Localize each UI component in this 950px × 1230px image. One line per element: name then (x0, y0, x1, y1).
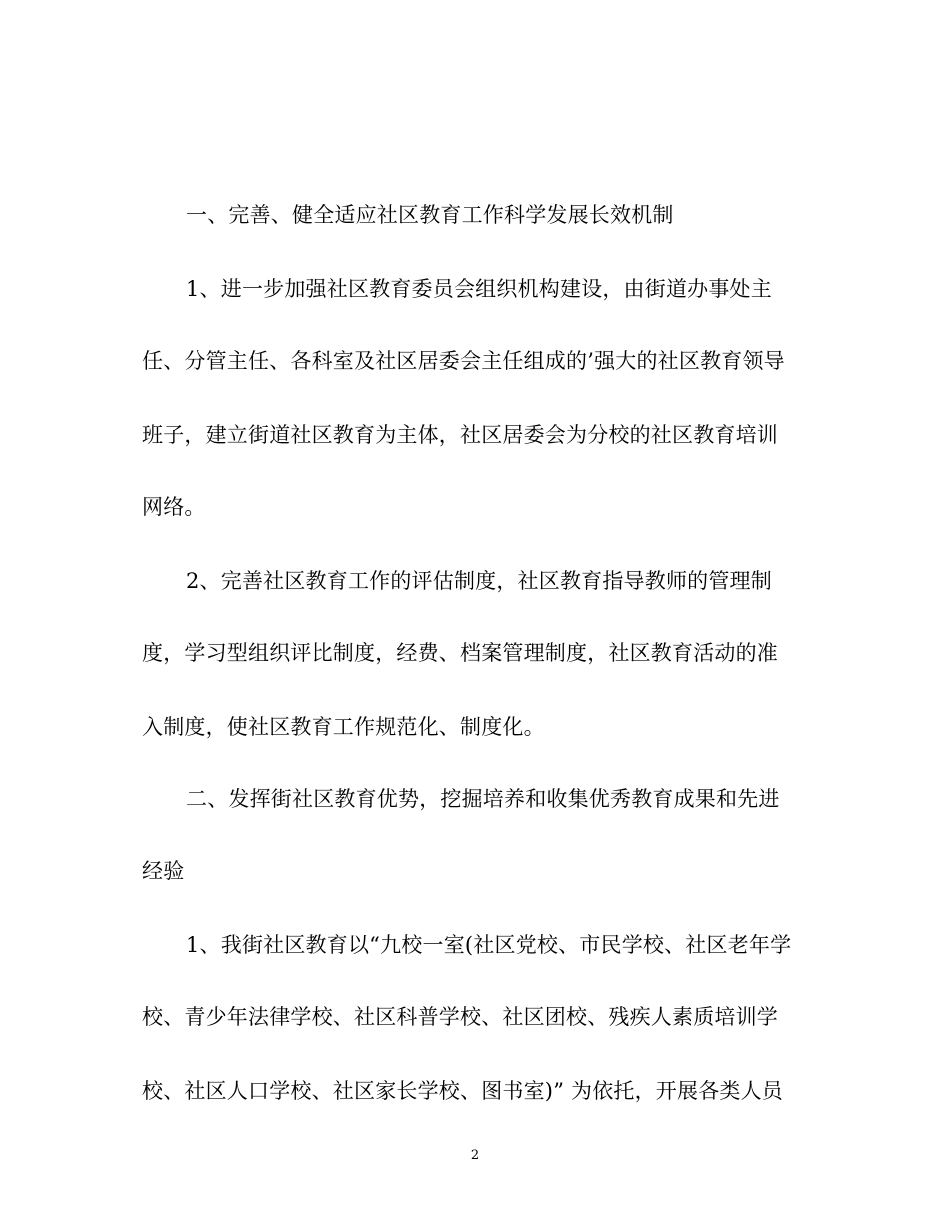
section-heading-2-continuation: 经验 (142, 859, 185, 883)
paragraph-line: 校、青少年法律学校、社区科普学校、社区团校、残疾人素质培训学 (142, 1005, 778, 1029)
paragraph-line: 1、我街社区教育以“九校一室(社区党校、市民学校、社区老年学 (186, 933, 792, 957)
section-heading-2: 二、发挥街社区教育优势，挖掘培养和收集优秀教育成果和先进 (186, 787, 780, 811)
paragraph-line: 入制度，使社区教育工作规范化、制度化。 (142, 715, 545, 739)
paragraph-line: 1、进一步加强社区教育委员会组织机构建设，由街道办事处主 (186, 277, 772, 301)
paragraph-line: 班子，建立街道社区教育为主体，社区居委会为分校的社区教育培训 (142, 423, 778, 447)
section-heading-1: 一、完善、健全适应社区教育工作科学发展长效机制 (186, 203, 674, 227)
paragraph-line: 任、分管主任、各科室及社区居委会主任组成的’强大的社区教育领导 (142, 349, 785, 373)
paragraph-line: 校、社区人口学校、社区家长学校、图书室)” 为依托，开展各类人员 (142, 1079, 784, 1103)
paragraph-line: 网络。 (142, 495, 206, 519)
paragraph-line: 2、完善社区教育工作的评估制度，社区教育指导教师的管理制 (186, 569, 772, 593)
page-number: 2 (470, 1148, 480, 1163)
paragraph-line: 度，学习型组织评比制度，经费、档案管理制度，社区教育活动的准 (142, 641, 778, 665)
